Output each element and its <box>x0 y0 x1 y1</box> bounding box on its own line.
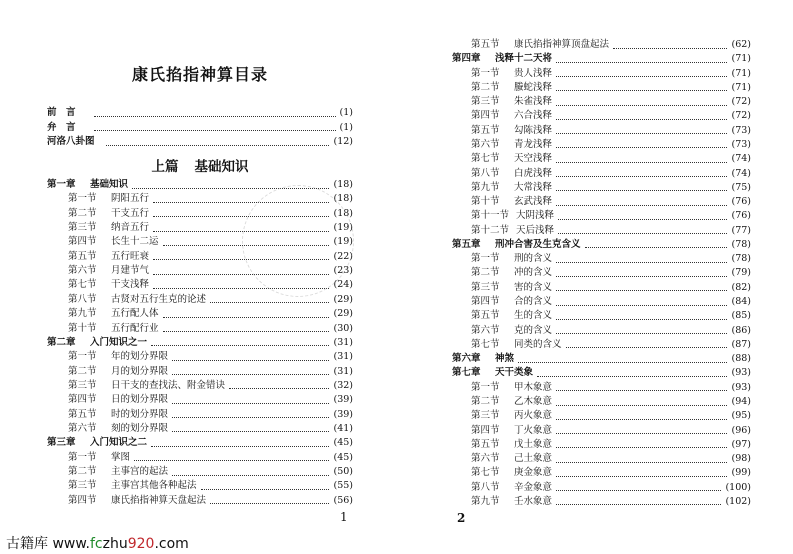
dot-leader <box>556 504 721 505</box>
entry-label: 第四节 <box>68 394 97 406</box>
toc-entry <box>471 438 751 452</box>
dot-leader <box>556 405 727 406</box>
toc-entry <box>471 224 751 238</box>
dot-leader <box>94 116 336 117</box>
entry-page: (77) <box>731 224 751 236</box>
entry-title: 丁火象意 <box>514 424 553 436</box>
entry-title: 甲木象意 <box>514 381 553 393</box>
toc-entry <box>471 381 751 395</box>
entry-label: 第四节 <box>471 296 500 308</box>
entry-page: (19) <box>333 236 353 248</box>
entry-page: (76) <box>731 210 751 222</box>
toc-entry <box>471 81 751 95</box>
toc-entry <box>471 38 751 52</box>
entry-title: 生的含义 <box>514 310 553 322</box>
dot-leader <box>556 147 727 148</box>
entry-label: 第三节 <box>68 222 97 234</box>
entry-page: (55) <box>333 480 353 492</box>
entry-title: 辛金象意 <box>514 481 553 493</box>
entry-title: 朱雀浅释 <box>514 96 553 108</box>
entry-page: (31) <box>333 365 353 377</box>
entry-page: (71) <box>731 81 751 93</box>
watermark-suffix: .com <box>154 536 189 552</box>
page-number: 2 <box>457 511 466 525</box>
toc-entry <box>68 451 353 465</box>
entry-label: 前 言 <box>47 107 76 118</box>
entry-title: 冲的含义 <box>514 267 553 279</box>
dot-leader <box>229 388 329 389</box>
entry-label: 弁 言 <box>47 121 76 133</box>
entry-page: (93) <box>731 367 751 379</box>
toc-entry <box>68 479 353 493</box>
part-name: 基础知识 <box>194 159 249 175</box>
entry-page: (19) <box>333 222 353 234</box>
toc-entry <box>471 209 751 223</box>
entry-label: 第三节 <box>68 480 97 492</box>
toc-entry <box>68 365 353 379</box>
entry-title: 入门知识之二 <box>90 437 148 449</box>
dot-leader <box>163 317 330 318</box>
entry-title: 五行配人体 <box>111 308 159 320</box>
entry-label: 第二节 <box>68 207 97 219</box>
dot-leader <box>556 162 727 163</box>
toc-entry <box>471 109 751 123</box>
toc-entry <box>68 307 353 321</box>
entry-page: (45) <box>333 451 353 463</box>
dot-leader <box>94 130 336 131</box>
toc-entry <box>471 452 751 466</box>
entry-page: (18) <box>333 193 353 205</box>
entry-label: 第三章 <box>47 437 76 449</box>
entry-label: 第三节 <box>471 281 500 293</box>
entry-title: 月的划分界限 <box>111 365 169 377</box>
entry-page: (74) <box>731 153 751 165</box>
entry-page: (29) <box>333 308 353 320</box>
toc-entry <box>471 466 751 480</box>
toc-entry <box>452 366 751 380</box>
dot-leader <box>172 360 329 361</box>
entry-label: 第四节 <box>471 424 500 436</box>
entry-title: 浅释十二天将 <box>495 53 553 65</box>
entry-label: 第二节 <box>471 81 500 93</box>
entry-page: (18) <box>333 179 353 190</box>
entry-page: (102) <box>725 495 751 507</box>
entry-page: (99) <box>731 467 751 479</box>
entry-label: 第五章 <box>452 238 481 250</box>
left-page <box>47 0 353 554</box>
entry-label: 第四节 <box>471 110 500 122</box>
entry-label: 第六节 <box>471 453 500 465</box>
entry-title: 青龙浅释 <box>514 138 553 150</box>
entry-label: 第六节 <box>68 265 97 277</box>
dot-leader <box>134 460 329 461</box>
entry-title: 同类的含义 <box>514 338 562 350</box>
entry-page: (71) <box>731 67 751 79</box>
dot-leader <box>556 119 727 120</box>
dot-leader <box>556 90 727 91</box>
entry-label: 第十节 <box>471 196 500 208</box>
toc-entry <box>68 379 353 393</box>
entry-label: 第六节 <box>68 422 97 434</box>
entry-page: (22) <box>333 250 353 262</box>
entry-title: 古贤对五行生克的论述 <box>111 293 207 305</box>
part-label: 上篇 <box>151 159 179 175</box>
entry-title: 克的含义 <box>514 324 553 336</box>
entry-title: 天空浅释 <box>514 153 553 165</box>
dot-leader <box>556 305 727 306</box>
entry-title: 主事宫的起法 <box>111 466 169 477</box>
toc-entry <box>471 409 751 423</box>
entry-page: (76) <box>731 196 751 208</box>
entry-title: 天后浅释 <box>516 224 555 236</box>
entry-title: 庚金象意 <box>514 467 553 479</box>
entry-label: 第三节 <box>68 379 97 391</box>
entry-page: (62) <box>731 39 751 50</box>
toc-entry <box>471 295 751 309</box>
dot-leader <box>172 403 329 404</box>
entry-label: 第二节 <box>68 466 97 477</box>
toc-entry <box>471 309 751 323</box>
entry-page: (97) <box>731 438 751 450</box>
entry-page: (30) <box>333 322 353 334</box>
entry-title: 神煞 <box>495 353 515 365</box>
entry-title: 主事宫其他各种起法 <box>111 480 197 492</box>
watermark-red: 920 <box>127 536 155 552</box>
entry-label: 第七节 <box>68 279 97 291</box>
entry-label: 第五节 <box>68 250 97 262</box>
dot-leader <box>556 176 727 177</box>
dot-leader <box>210 503 329 504</box>
entry-page: (75) <box>731 181 751 193</box>
entry-label: 第一节 <box>471 67 500 79</box>
watermark-green: fc <box>89 536 103 552</box>
entry-page: (82) <box>731 281 751 293</box>
entry-label: 第九节 <box>471 181 500 193</box>
entry-title: 纳音五行 <box>111 222 150 234</box>
dot-leader <box>585 247 728 248</box>
entry-page: (98) <box>731 453 751 465</box>
entry-page: (31) <box>333 351 353 363</box>
toc-entry <box>471 324 751 338</box>
entry-page: (41) <box>333 422 353 434</box>
entry-page: (32) <box>333 379 353 391</box>
entry-label: 第二章 <box>47 336 76 348</box>
entry-title: 掌图 <box>111 451 131 463</box>
dot-leader <box>556 276 727 277</box>
dot-leader <box>163 331 330 332</box>
dot-leader <box>556 333 727 334</box>
entry-page: (73) <box>731 138 751 150</box>
entry-title: 刻的划分界限 <box>111 422 169 434</box>
entry-label: 第七章 <box>452 367 481 379</box>
entry-page: (96) <box>731 424 751 436</box>
entry-label: 第六节 <box>471 324 500 336</box>
dot-leader <box>556 433 727 434</box>
toc-entry <box>68 465 353 479</box>
toc-entry <box>68 494 353 508</box>
entry-page: (1) <box>339 121 353 133</box>
entry-label: 第一节 <box>68 193 97 205</box>
entry-page: (100) <box>725 481 751 493</box>
toc-entry <box>471 252 751 266</box>
entry-page: (12) <box>333 136 353 147</box>
dot-leader <box>556 190 727 191</box>
entry-title: 干支浅释 <box>111 279 150 291</box>
entry-title: 长生十二运 <box>111 236 159 248</box>
dot-leader <box>556 205 727 206</box>
entry-page: (24) <box>333 279 353 291</box>
entry-label: 第八节 <box>471 481 500 493</box>
entry-page: (79) <box>731 267 751 279</box>
dot-leader <box>556 476 727 477</box>
entry-title: 基础知识 <box>90 179 129 190</box>
entry-title: 五行配行业 <box>111 322 159 334</box>
entry-page: (1) <box>339 107 353 118</box>
entry-title: 六合浅释 <box>514 110 553 122</box>
entry-title: 白虎浅释 <box>514 167 553 179</box>
toc-entry <box>471 395 751 409</box>
entry-page: (73) <box>731 124 751 136</box>
dot-leader <box>556 419 727 420</box>
entry-title: 入门知识之一 <box>90 336 148 348</box>
scan-stain <box>242 185 354 297</box>
dot-leader <box>556 62 727 63</box>
entry-page: (18) <box>333 207 353 219</box>
entry-label: 第五节 <box>471 39 500 50</box>
toc-entry <box>471 95 751 109</box>
entry-label: 第四节 <box>68 494 97 506</box>
dot-leader <box>556 490 721 491</box>
entry-label: 第二节 <box>471 396 500 407</box>
entry-label: 第九节 <box>68 308 97 320</box>
dot-leader <box>172 431 329 432</box>
toc-entry <box>471 266 751 280</box>
entry-page: (95) <box>731 410 751 422</box>
entry-title: 刑的含义 <box>514 253 553 265</box>
entry-title: 乙木象意 <box>514 396 553 407</box>
dot-leader <box>556 262 727 263</box>
entry-page: (72) <box>731 110 751 122</box>
entry-page: (56) <box>333 494 353 506</box>
toc-entry <box>471 495 751 509</box>
entry-label: 第十一节 <box>471 210 510 222</box>
entry-label: 第七节 <box>471 467 500 479</box>
dot-leader <box>172 475 329 476</box>
toc-entry <box>452 352 751 366</box>
entry-title: 年的划分界限 <box>111 351 169 363</box>
entry-label: 第十节 <box>68 322 97 334</box>
entry-title: 己土象意 <box>514 453 553 465</box>
toc-entry <box>471 481 751 495</box>
toc-entry <box>47 135 353 149</box>
entry-page: (93) <box>731 381 751 393</box>
dot-leader <box>556 447 727 448</box>
entry-title: 害的含义 <box>514 281 553 293</box>
entry-title: 五行旺衰 <box>111 250 150 262</box>
entry-label: 第九节 <box>471 495 500 507</box>
toc-entry <box>47 106 353 120</box>
entry-label: 第五节 <box>471 438 500 450</box>
entry-page: (85) <box>731 310 751 322</box>
toc-entry <box>452 52 751 66</box>
dot-leader <box>556 290 727 291</box>
entry-title: 干支五行 <box>111 207 150 219</box>
dot-leader <box>151 345 329 346</box>
entry-label: 第五节 <box>471 124 500 136</box>
toc-entry <box>471 124 751 138</box>
entry-label: 第八节 <box>471 167 500 179</box>
entry-title: 月建节气 <box>111 265 150 277</box>
entry-title: 勾陈浅释 <box>514 124 553 136</box>
entry-page: (84) <box>731 296 751 308</box>
toc-entry <box>471 338 751 352</box>
toc-entry <box>47 336 353 350</box>
entry-title: 日干支的查找法、附金错诀 <box>111 379 226 391</box>
toc-entry <box>68 322 353 336</box>
entry-title: 螣蛇浅释 <box>514 81 553 93</box>
dot-leader <box>201 489 330 490</box>
entry-page: (29) <box>333 293 353 305</box>
entry-label: 第十二节 <box>471 224 510 236</box>
toc-entry <box>471 195 751 209</box>
entry-page: (94) <box>731 396 751 407</box>
entry-page: (31) <box>333 336 353 348</box>
entry-page: (45) <box>333 437 353 449</box>
toc-entry <box>68 422 353 436</box>
entry-page: (78) <box>731 238 751 250</box>
entry-title: 时的划分界限 <box>111 408 169 420</box>
entry-page: (74) <box>731 167 751 179</box>
toc-entry <box>471 138 751 152</box>
entry-label: 第一节 <box>68 451 97 463</box>
dot-leader <box>172 417 329 418</box>
entry-title: 大常浅释 <box>514 181 553 193</box>
dot-leader <box>151 446 329 447</box>
toc-entry <box>471 67 751 81</box>
toc-entry <box>471 424 751 438</box>
entry-page: (87) <box>731 338 751 350</box>
dot-leader <box>556 319 727 320</box>
entry-label: 第一节 <box>68 351 97 363</box>
entry-title: 玄武浅释 <box>514 196 553 208</box>
entry-title: 戊土象意 <box>514 438 553 450</box>
dot-leader <box>172 374 329 375</box>
entry-page: (23) <box>333 265 353 277</box>
toc-entry <box>47 436 353 450</box>
dot-leader <box>106 145 330 146</box>
entry-title: 大阴浅释 <box>516 210 555 222</box>
entry-title: 日的划分界限 <box>111 394 169 406</box>
watermark <box>6 533 189 553</box>
entry-title: 壬水象意 <box>514 495 553 507</box>
entry-page: (71) <box>731 53 751 65</box>
entry-page: (86) <box>731 324 751 336</box>
entry-label: 第五节 <box>68 408 97 420</box>
toc-entry <box>68 408 353 422</box>
entry-page: (88) <box>731 353 751 365</box>
entry-title: 贵人浅释 <box>514 67 553 79</box>
part-heading <box>47 155 353 175</box>
entry-label: 第三节 <box>471 410 500 422</box>
entry-label: 第八节 <box>68 293 97 305</box>
toc-entry <box>68 350 353 364</box>
dot-leader <box>556 133 727 134</box>
entry-label: 第七节 <box>471 338 500 350</box>
entry-label: 第四章 <box>452 53 481 65</box>
toc-entry <box>471 281 751 295</box>
dot-leader <box>556 462 727 463</box>
toc-entry <box>68 393 353 407</box>
toc-entry <box>452 238 751 252</box>
entry-title: 天干类象 <box>495 367 534 379</box>
dot-leader <box>613 48 727 49</box>
entry-page: (39) <box>333 408 353 420</box>
dot-leader <box>518 362 727 363</box>
entry-page: (50) <box>333 466 353 477</box>
entry-label: 第五节 <box>471 310 500 322</box>
entry-label: 第七节 <box>471 153 500 165</box>
toc-title: 康氏掐指神算目录 <box>131 65 268 84</box>
entry-label: 第一章 <box>47 179 76 190</box>
dot-leader <box>556 76 727 77</box>
page-number: 1 <box>340 510 348 524</box>
right-page <box>452 0 751 554</box>
entry-title: 合的含义 <box>514 296 553 308</box>
watermark-prefix: 古籍库 www. <box>6 536 90 552</box>
dot-leader <box>537 376 727 377</box>
toc-entry <box>471 181 751 195</box>
entry-label: 第六节 <box>471 138 500 150</box>
entry-label: 第一节 <box>471 381 500 393</box>
dot-leader <box>558 219 727 220</box>
entry-label: 第六章 <box>452 353 481 365</box>
entry-label: 第二节 <box>68 365 97 377</box>
dot-leader <box>558 233 727 234</box>
watermark-mid: zhu <box>102 536 128 552</box>
entry-label: 河洛八卦图 <box>47 136 95 147</box>
entry-page: (72) <box>731 96 751 108</box>
entry-title: 丙火象意 <box>514 410 553 422</box>
entry-title: 康氏掐指神算顶盘起法 <box>514 39 610 50</box>
dot-leader <box>556 105 727 106</box>
entry-page: (39) <box>333 394 353 406</box>
entry-title: 康氏掐指神算天盘起法 <box>111 494 207 506</box>
dot-leader <box>556 390 727 391</box>
entry-label: 第三节 <box>471 96 500 108</box>
entry-label: 第二节 <box>471 267 500 279</box>
toc-entry <box>47 121 353 135</box>
entry-label: 第四节 <box>68 236 97 248</box>
toc-entry <box>471 167 751 181</box>
entry-title: 阴阳五行 <box>111 193 150 205</box>
toc-entry <box>471 152 751 166</box>
dot-leader <box>566 347 728 348</box>
dot-leader <box>210 302 329 303</box>
entry-title: 刑冲合害及生克含义 <box>495 238 581 250</box>
entry-label: 第一节 <box>471 253 500 265</box>
entry-page: (78) <box>731 253 751 265</box>
